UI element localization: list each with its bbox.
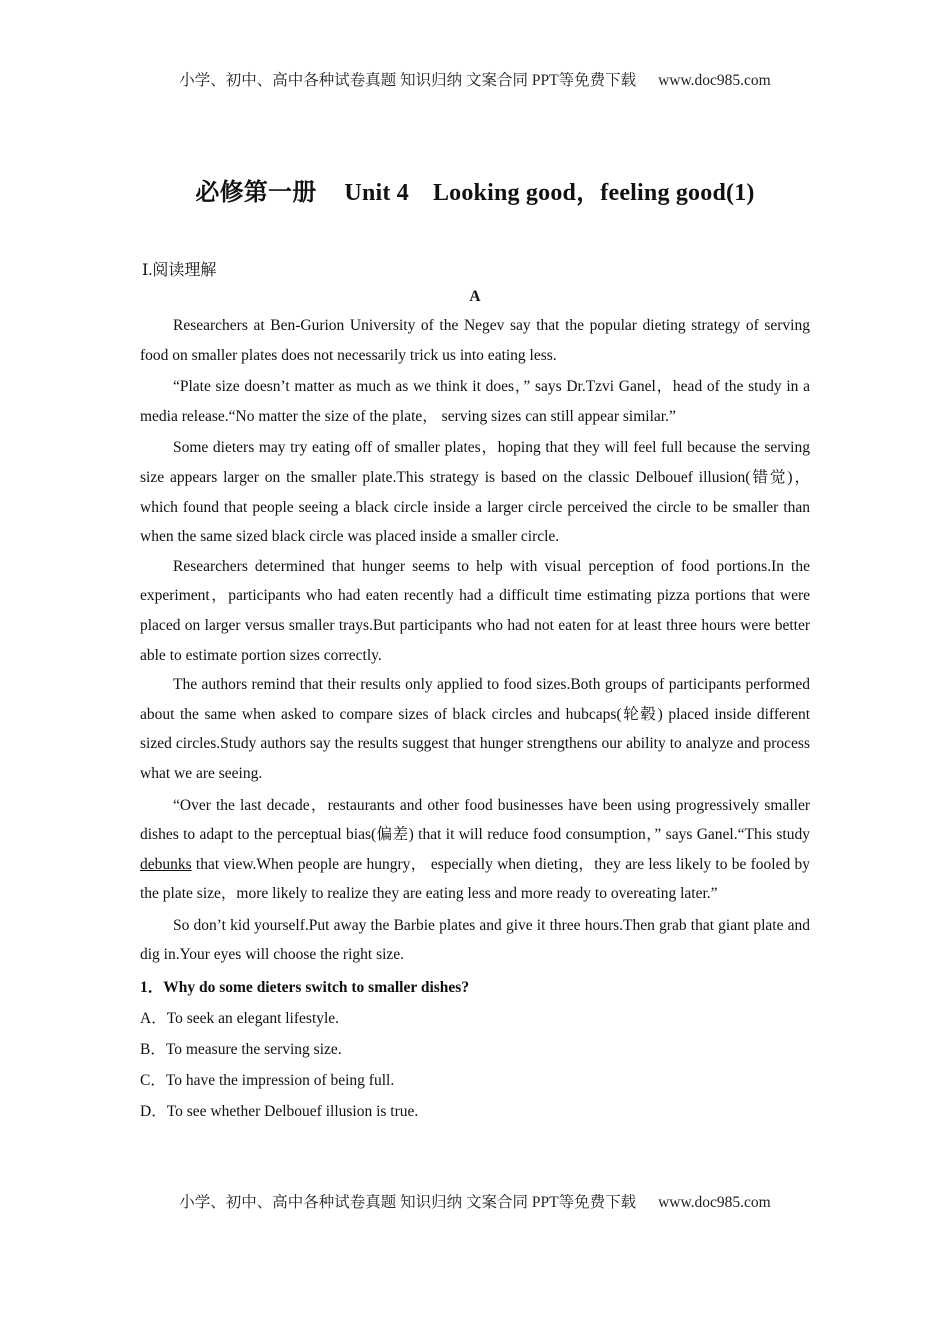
underlined-word: debunks (140, 855, 192, 873)
passage-body (140, 311, 810, 1127)
option-b[interactable]: B．To measure the serving size. (140, 1041, 342, 1059)
paragraph-2: “Plate size doesn’t matter as much as we think it does，” says Dr.Tzvi Ganel，head of the study in a media release.“No matter the size of the plate， serving sizes can still appear similar.” (140, 378, 810, 425)
option-a[interactable]: A．To seek an elegant lifestyle. (140, 1010, 340, 1028)
paragraph-5: The authors remind that their results only applied to food sizes.Both groups of participants performed about the same when asked to compare sizes of black circles and hubcaps(轮毂) placed inside different sized circles.Study authors say the results suggest that hunger strengthens our ability to analyze and process what we are seeing. (140, 676, 810, 782)
footer-site[interactable]: www.doc985.com (658, 1194, 771, 1211)
document-title (0, 172, 950, 207)
page-footer (0, 1190, 950, 1212)
passage-label: A (469, 288, 481, 305)
question-stem: 1．Why do some dieters switch to smaller dishes? (140, 979, 470, 997)
paragraph-1: Researchers at Ben-Gurion University of the Negev say that the popular dieting strategy of serving food on smaller plates does not necessarily trick us into eating less. (140, 317, 810, 364)
paragraph-7: So don’t kid yourself.Put away the Barbie plates and give it three hours.Then grab that giant plate and dig in.Your eyes will choose the right size. (140, 916, 810, 964)
title-cn: 必修第一册 (195, 180, 317, 206)
option-c[interactable]: C．To have the impression of being full. (140, 1072, 395, 1090)
title-unit: Unit 4 (344, 180, 409, 206)
paragraph-6-part-b: that view.When people are hungry， especially when dieting，they are less likely to be fooled by the plate size，more likely to realize they are eating less and more ready to overeating later.” (140, 855, 810, 903)
option-d[interactable]: D．To see whether Delbouef illusion is true. (140, 1103, 419, 1121)
header-text: 小学、初中、高中各种试卷真题 知识归纳 文案合同 PPT等免费下载 (179, 72, 637, 89)
header-site[interactable]: www.doc985.com (658, 72, 771, 89)
paragraph-3: Some dieters may try eating off of smaller plates，hoping that they will feel full because the serving size appears larger on the smaller plate.This strategy is based on the classic Delbouef illusion(错觉)，which found that people seeing a black circle inside a larger circle perceived the circle to be smaller than when the same sized black circle was placed inside a smaller circle. (140, 439, 810, 546)
paragraph-4: Researchers determined that hunger seems to help with visual perception of food portions.In the experiment，participants who had eaten recently had a difficult time estimating pizza portions that were placed on larger versus smaller trays.But participants who had not eaten for at least three hours were better able to estimate portion sizes correctly. (140, 557, 810, 664)
page-header (0, 68, 950, 90)
section-heading: Ⅰ.阅读理解 (142, 262, 217, 279)
paragraph-6-part-a: “Over the last decade，restaurants and other food businesses have been using progressively smaller dishes to adapt to the perceptual bias(偏差) that it will reduce food consumption，” says Ganel.“This study (140, 796, 810, 844)
paragraph-6 (140, 791, 810, 909)
footer-text: 小学、初中、高中各种试卷真题 知识归纳 文案合同 PPT等免费下载 (179, 1194, 637, 1211)
title-en: Looking good，feeling good(1) (432, 180, 755, 206)
